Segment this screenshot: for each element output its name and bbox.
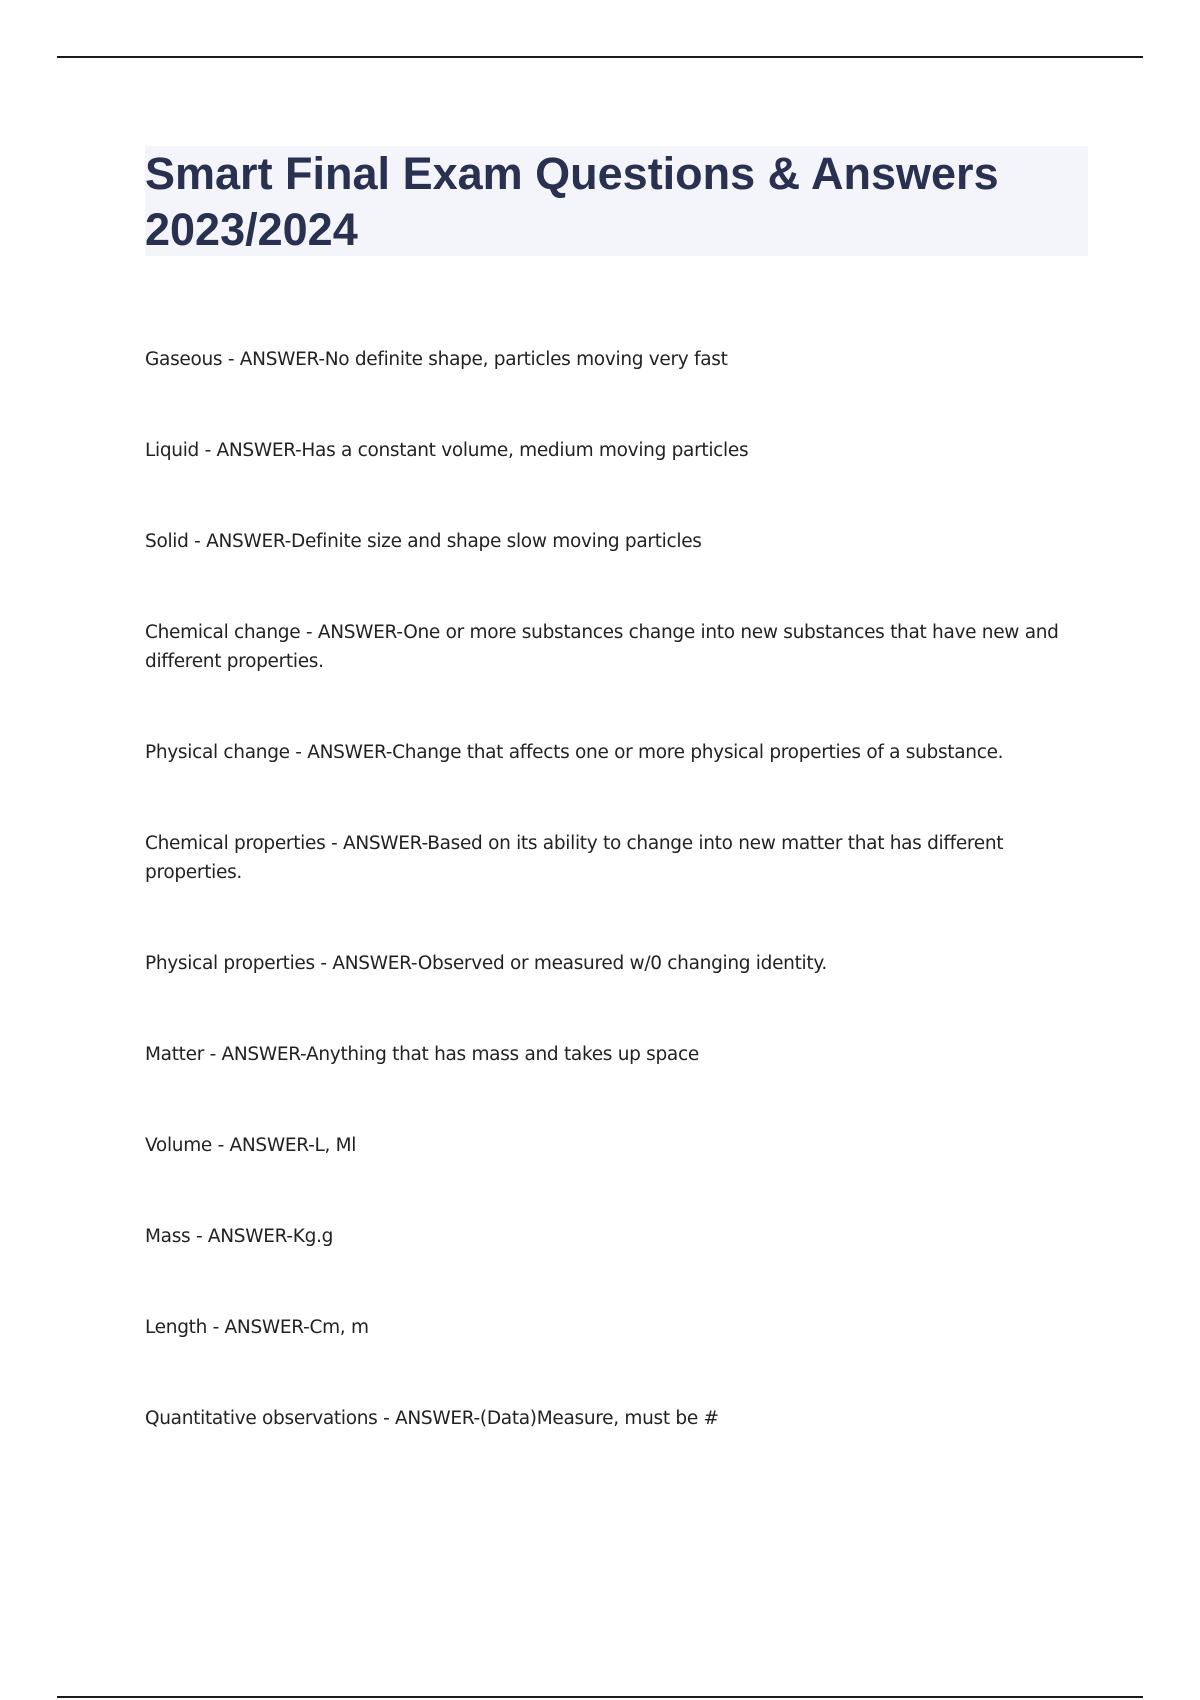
qa-item-gaseous: Gaseous - ANSWER-No definite shape, particles moving very fast [145,349,728,370]
qa-item-chemical-properties: Chemical properties - ANSWER-Based on its ability to change into new matter that has different properties. [145,833,1004,883]
qa-item-mass: Mass - ANSWER-Kg.g [145,1226,334,1247]
qa-item-liquid: Liquid - ANSWER-Has a constant volume, medium moving particles [145,440,749,461]
qa-item-physical-properties: Physical properties - ANSWER-Observed or measured w/0 changing identity. [145,953,827,974]
qa-item-quantitative-observations: Quantitative observations - ANSWER-(Data)Measure, must be # [145,1408,719,1429]
qa-item-solid: Solid - ANSWER-Definite size and shape slow moving particles [145,531,702,552]
page-title: Smart Final Exam Questions & Answers 2023/2024 [145,148,999,255]
qa-list [145,345,1075,1433]
qa-item-physical-change: Physical change - ANSWER-Change that affects one or more physical properties of a substance. [145,742,1004,763]
qa-item-length: Length - ANSWER-Cm, m [145,1317,369,1338]
qa-item-volume: Volume - ANSWER-L, Ml [145,1135,357,1156]
qa-item-matter: Matter - ANSWER-Anything that has mass and takes up space [145,1044,699,1065]
header-rule [57,56,1143,58]
footer-rule [57,1696,1143,1698]
qa-item-chemical-change: Chemical change - ANSWER-One or more substances change into new substances that have new and different properties. [145,622,1059,672]
title-block [145,146,1088,256]
